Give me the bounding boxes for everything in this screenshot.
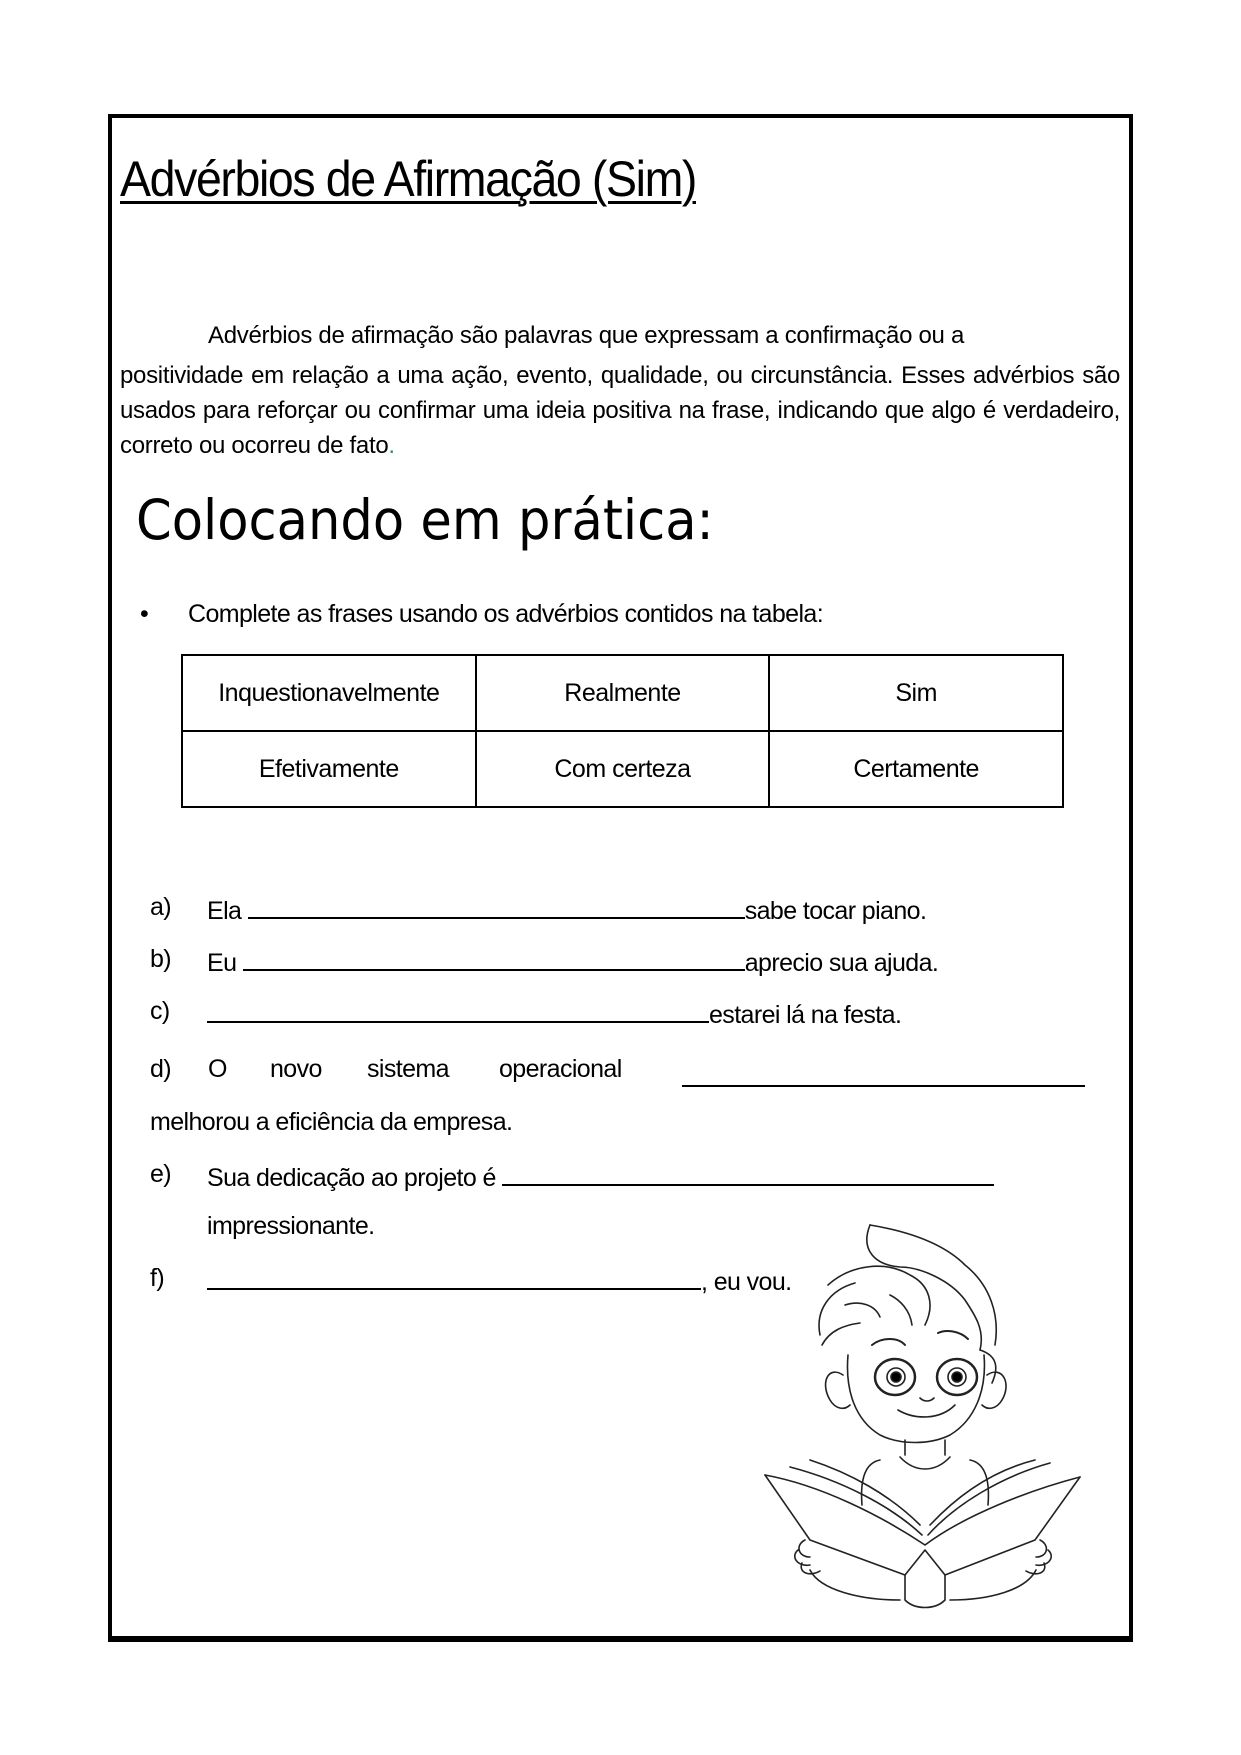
exercise-word: novo: [270, 1055, 322, 1083]
intro-paragraph: [120, 318, 1120, 463]
practice-heading: Colocando em prática:: [136, 488, 714, 552]
boy-reading-book-illustration: [750, 1205, 1110, 1620]
instruction-text: Complete as frases usando os advérbios contidos na tabela:: [188, 600, 824, 628]
exercise-text-after: estarei lá na festa.: [709, 1001, 902, 1029]
left-hand-icon: [795, 1540, 820, 1574]
table-row: [182, 731, 1063, 807]
exercise-e-continuation: [207, 1212, 374, 1241]
answer-blank[interactable]: [243, 945, 745, 971]
answer-blank[interactable]: [207, 997, 709, 1023]
exercise-d-continuation: [150, 1108, 512, 1137]
exercise-text-after: aprecio sua ajuda.: [744, 949, 939, 977]
worksheet-title: Advérbios de Afirmação (Sim): [120, 151, 697, 207]
exercise-letter: c): [150, 997, 170, 1025]
right-hand-icon: [1026, 1540, 1051, 1574]
table-cell: Certamente: [769, 731, 1063, 807]
exercise-text-after: sabe tocar piano.: [744, 897, 927, 925]
exercise-letter: e): [150, 1160, 172, 1188]
face-outline: [847, 1355, 984, 1443]
table-cell: Inquestionavelmente: [182, 655, 476, 731]
table-row: [182, 655, 1063, 731]
exercise-word: sistema: [367, 1055, 449, 1083]
answer-blank[interactable]: [502, 1160, 994, 1186]
exercise-continuation-text: impressionante.: [207, 1212, 375, 1240]
table-cell: Com certeza: [476, 731, 770, 807]
table-cell: Realmente: [476, 655, 770, 731]
smile-icon: [898, 1405, 955, 1417]
intro-body: positividade em relação a uma ação, evento, qualidade, ou circunstância. Esses advérbios são usados para reforçar ou confirmar uma ideia positiva na frase, indicando que algo é verdadeiro, correto ou ocorreu de fato: [120, 362, 1120, 459]
exercise-text-before: Sua dedicação ao projeto é: [207, 1164, 503, 1192]
exercise-letter: d): [150, 1055, 172, 1083]
exercise-text-before: Ela: [207, 897, 248, 925]
eyes-icon: [875, 1359, 977, 1395]
exercise-letter: f): [150, 1264, 165, 1292]
answer-blank[interactable]: [207, 1264, 701, 1290]
table-cell: Efetivamente: [182, 731, 476, 807]
answer-blank[interactable]: [682, 1061, 1085, 1087]
adverb-table: [181, 654, 1064, 808]
exercise-letter: b): [150, 945, 172, 973]
bullet-icon: •: [140, 600, 149, 628]
instruction-item: [136, 600, 823, 629]
intro-first-line: Advérbios de afirmação são palavras que expressam a confirmação ou a: [208, 322, 965, 349]
exercise-text-after: , eu vou.: [701, 1268, 792, 1296]
hair-icon: [819, 1225, 996, 1383]
answer-blank[interactable]: [248, 893, 745, 919]
open-book-icon: [765, 1460, 1080, 1608]
exercise-word: operacional: [499, 1055, 622, 1083]
table-cell: Sim: [769, 655, 1063, 731]
exercise-continuation-text: melhorou a eficiência da empresa.: [150, 1108, 513, 1136]
intro-final-period: .: [388, 432, 395, 459]
exercise-letter: a): [150, 893, 172, 921]
exercise-text-before: Eu: [207, 949, 243, 977]
left-ear-icon: [826, 1372, 850, 1408]
exercise-word: O: [208, 1055, 227, 1083]
